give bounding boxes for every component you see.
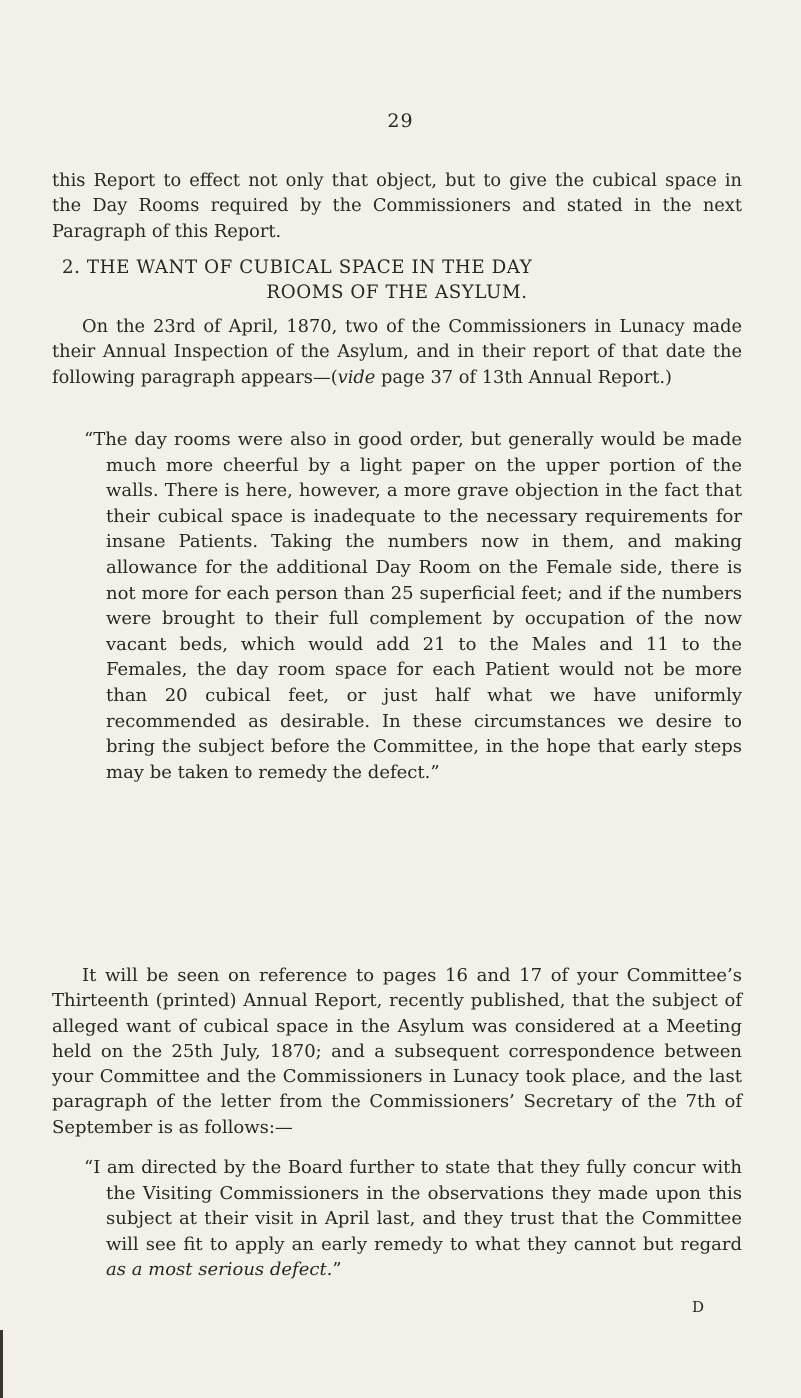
paragraph-inspection-text: On the 23rd of April, 1870, two of the Commissioners in Lunacy made their Annual Inspection of the Asylum, and in their report of that date the following paragraph appears—( [52,316,742,388]
secretary-letter-quote-close: ” [332,1259,342,1281]
vide-italic: vide [337,366,376,388]
section-heading-line-2: ROOMS OF THE ASYLUM. [266,282,528,303]
commissioners-quote [84,427,742,785]
paragraph-inspection-text-end: page 37 of 13th Annual Report.) [375,366,672,388]
secretary-letter-quote-main: “I am directed by the Board further to state that they fully concur with the Visiting Commissioners in the observations they made upon this subject at their visit in April last, and they trust that the Committee will see fit to apply an early remedy to what they cannot but regard [84,1157,742,1255]
section-heading [52,255,742,305]
secretary-letter-quote-text [84,1155,742,1283]
signature-mark: D [692,1298,705,1316]
secretary-letter-quote [84,1155,742,1283]
paragraph-inspection [52,314,742,390]
section-heading-line-1: 2. THE WANT OF CUBICAL SPACE IN THE DAY [62,257,533,278]
intro-paragraph: this Report to effect not only that object, but to give the cubical space in the Day Rooms required by the Commissioners and stated in the next Paragraph of this Report. [52,170,742,242]
page-number: 29 [387,110,414,132]
page-edge-mark [0,1330,3,1398]
paragraph-reference: It will be seen on reference to pages 16 and 17 of your Committee’s Thirteenth (printed) Annual Report, recently published, that the subject of alleged want of cubical space in the Asylum was considered at a Meeting held on the 25th July, 1870; and a subsequent correspondence between your Committee and the Commissioners in Lunacy took place, and the last paragraph of the letter from the Commissioners’ Secretary of the 7th of September is as follows:— [52,965,742,1138]
secretary-letter-quote-italic: as a most serious defect. [106,1259,333,1281]
commissioners-quote-text: “The day rooms were also in good order, but generally would be made much more cheerful by a light paper on the upper portion of the walls. There is here, however, a more grave objection in the fact that their cubical space is inadequate to the necessary requirements for insane Patients. Taking the numbers now in them, and making allowance for the additional Day Room on the Female side, there is not more for each person than 25 superficial feet; and if the numbers were brought to their full complement by occupation of the now vacant beds, which would add 21 to the Males and 11 to the Females, the day room space for each Patient would not be more than 20 cubical feet, or just half what we have uniformly recommended as desirable. In these circumstances we desire to bring the subject before the Committee, in the hope that early steps may be taken to remedy the defect.” [84,429,742,783]
